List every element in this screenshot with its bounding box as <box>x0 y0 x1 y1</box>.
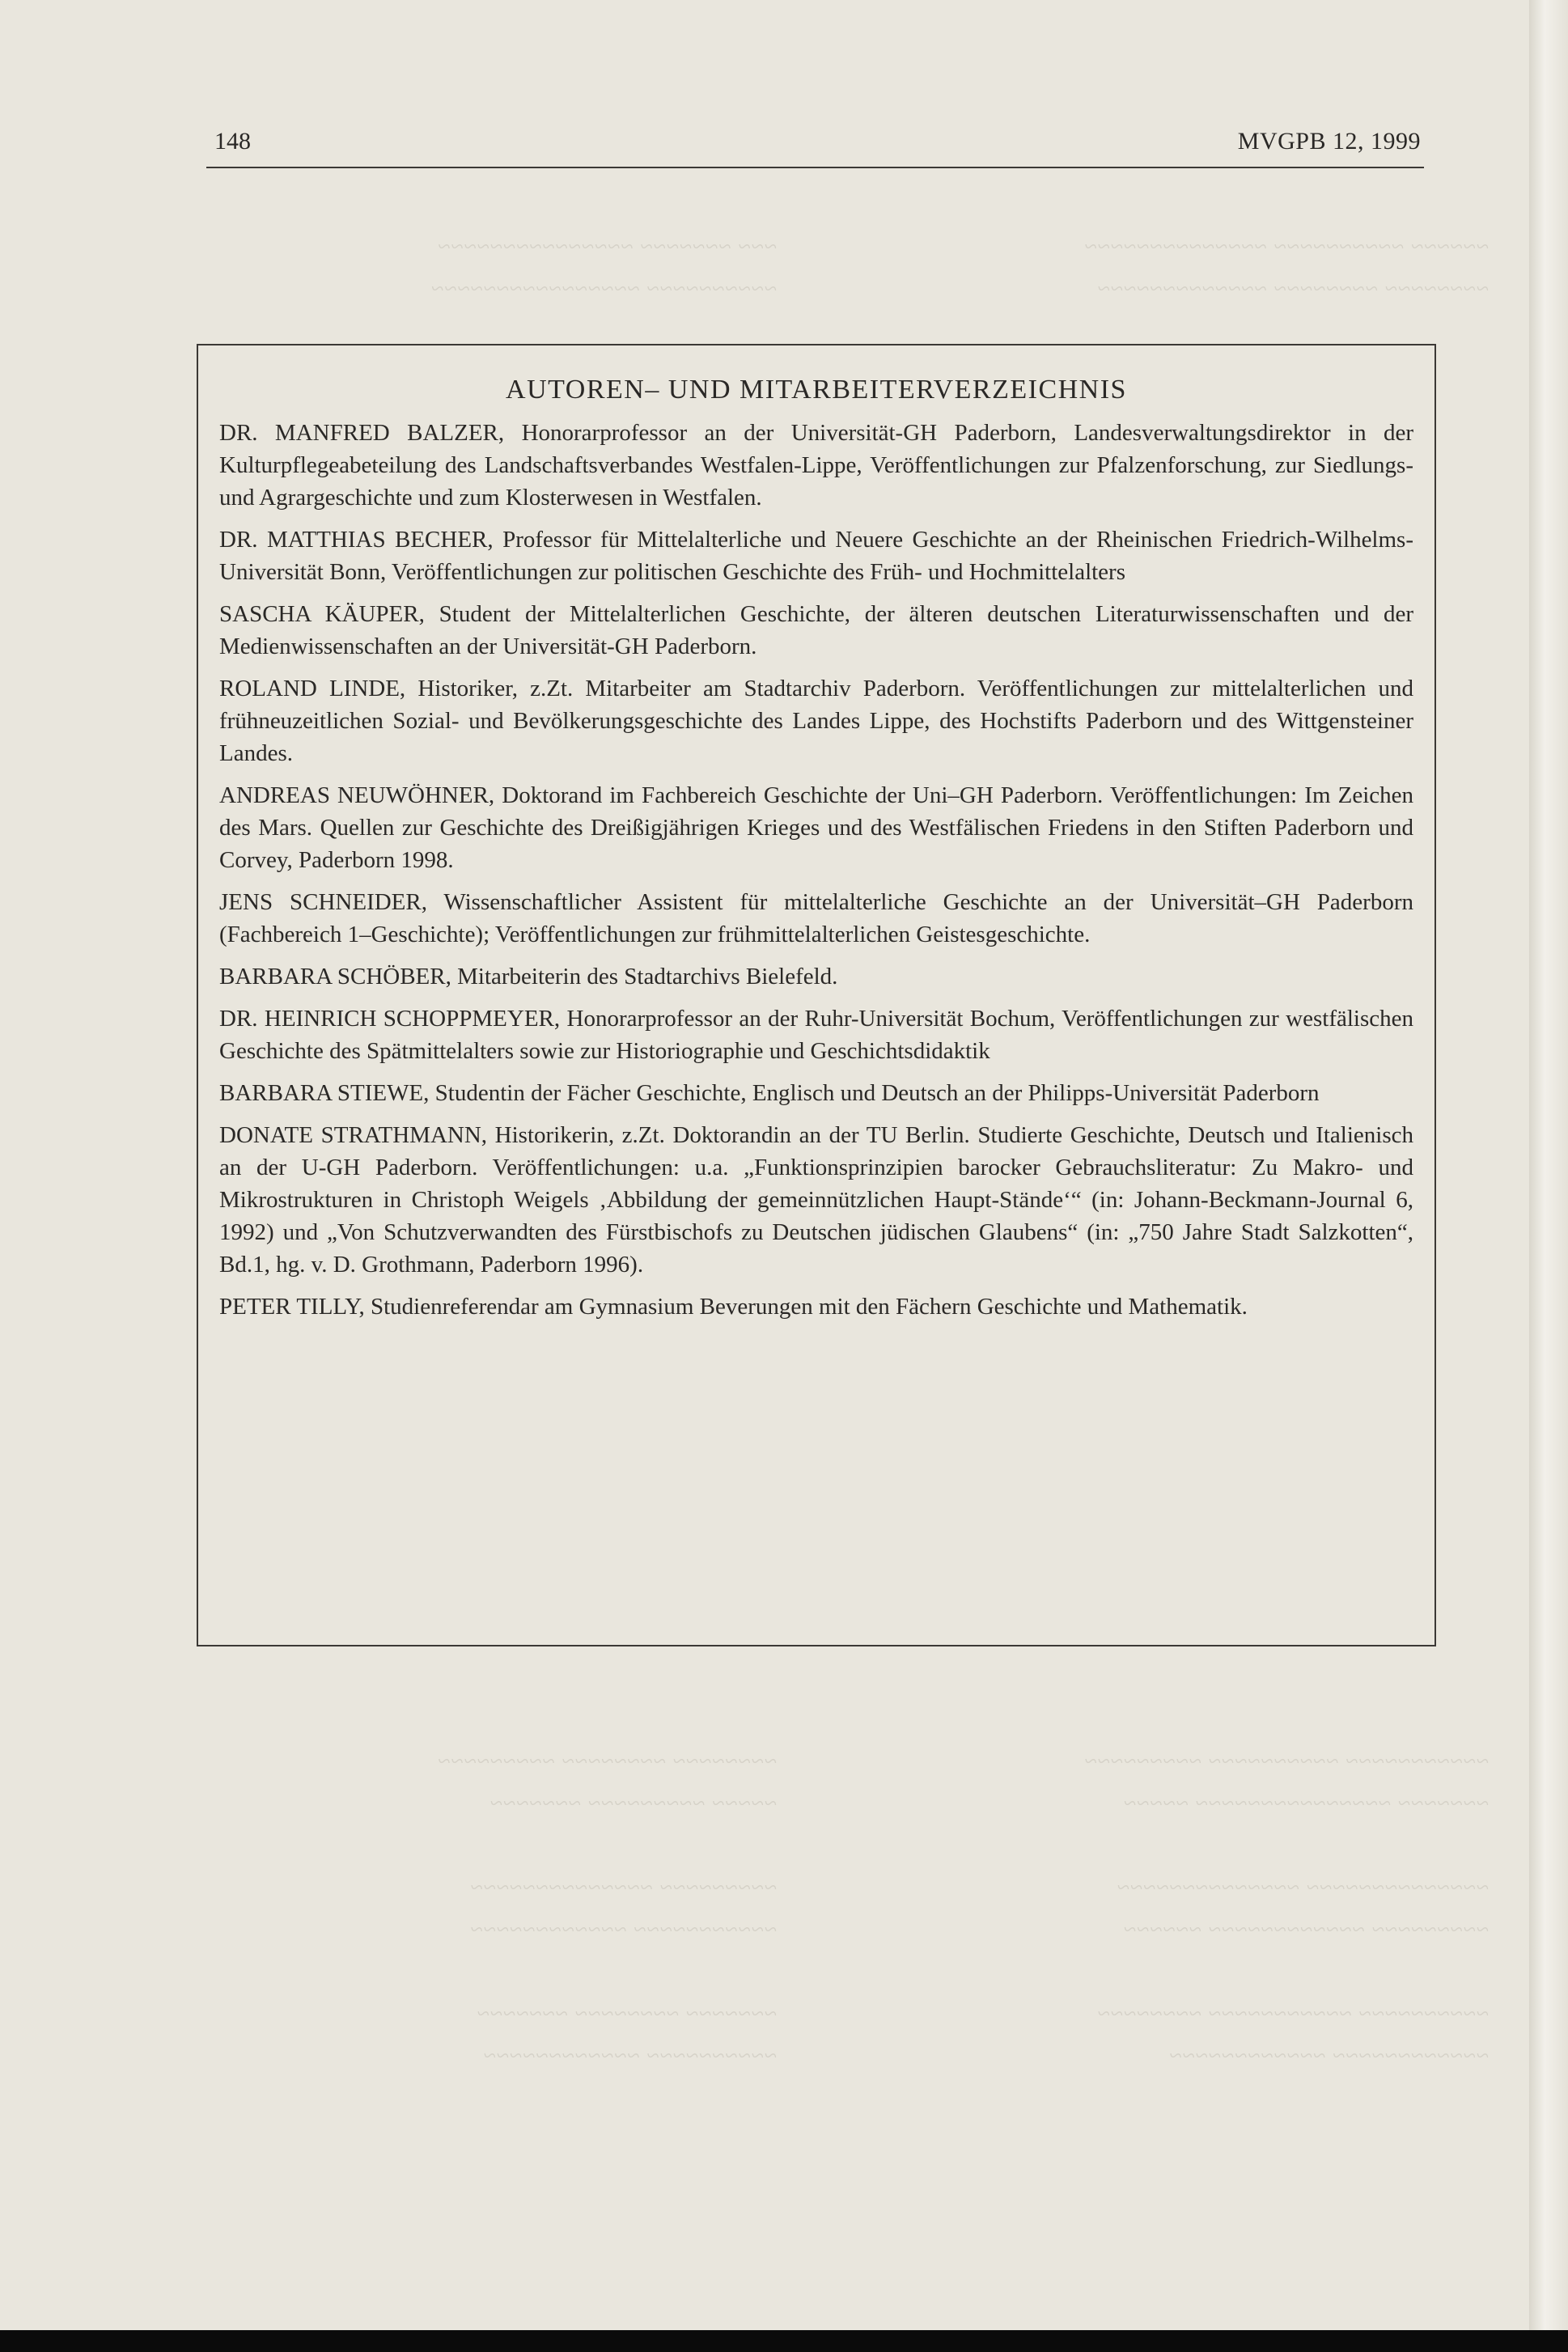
contributor-description: Doktorand im Fachbereich Geschichte der Uni–GH Paderborn. Veröffentlichungen: Im Zeichen des Mars. Quellen zur Geschichte des Dreißigjährigen Krieges und des Westfälischen Friedens in den Stiften Paderborn und Corvey, Paderborn 1998. <box>219 782 1413 873</box>
contributor-description: Studentin der Fächer Geschichte, Englisch und Deutsch an der Philipps-Universität Paderborn <box>434 1080 1320 1106</box>
contributor-name: ANDREAS NEUWÖHNER, <box>219 782 495 808</box>
contributor-entry <box>219 886 1413 951</box>
bleed-through-left: ~~~ ~~~~~~~ ~~~~~~~~~~~~~~~ ~~~~~~~~~~ ~~~~~~~~~~~~~~~~ ~~~~~~~~ ~~~~~~~~ ~~~~~~~~~ ~~~~~ ~~~~~~~~~ ~~~~~~~ ~~~~~~~~~ ~~~~~~~~~~~~~~ ~~~~~~~~~~~ ~~~~~~~~~~~~ ~~~~~~~ ~~~~~~~~ ~~~~~~~ ~~~~~~~~~~ ~~~~~~~~~~~~ <box>430 235 777 2069</box>
box-title: AUTOREN– UND MITARBEITERVERZEICHNIS <box>506 375 1127 405</box>
contributor-description: Wissenschaftlicher Assistent für mittelalterliche Geschichte an der Universität–GH Paderborn (Fachbereich 1–Geschichte); Veröffentlichungen zur frühmittelalterlichen Geistesgeschichte. <box>219 889 1413 947</box>
contributor-name: DR. MANFRED BALZER, <box>219 420 505 446</box>
contributor-name: BARBARA SCHÖBER, <box>219 964 451 990</box>
contributor-name: ROLAND LINDE, <box>219 676 406 701</box>
contributor-name: JENS SCHNEIDER, <box>219 889 427 915</box>
contributor-entry <box>219 1119 1413 1281</box>
contributor-entry <box>219 960 1413 993</box>
contributor-entry <box>219 779 1413 876</box>
contributor-name: SASCHA KÄUPER, <box>219 601 425 627</box>
contributor-name: DR. HEINRICH SCHOPPMEYER, <box>219 1006 561 1032</box>
page-edge <box>1529 0 1568 2330</box>
contributor-description: Student der Mittelalterlichen Geschichte, der älteren deutschen Literaturwissenschaften und der Medienwissenschaften an der Universität-GH Paderborn. <box>219 601 1414 659</box>
contributor-entry <box>219 598 1413 663</box>
contributor-description: Mitarbeiterin des Stadtarchivs Bielefeld. <box>457 964 838 990</box>
journal-reference: MVGPB 12, 1999 <box>1237 128 1421 155</box>
running-header <box>206 121 1424 168</box>
contributor-description: Professor für Mittelalterliche und Neuere Geschichte an der Rheinischen Friedrich-Wilhelms-Universität Bonn, Veröffentlichungen zur politischen Geschichte des Früh- und Hochmittelalters <box>219 527 1413 585</box>
contributor-name: PETER TILLY, <box>219 1294 365 1320</box>
scan-border <box>0 2330 1568 2352</box>
page-number: 148 <box>214 128 251 155</box>
contributor-description: Honorarprofessor an der Universität-GH Paderborn, Landesverwaltungsdirektor in der Kulturpflegeabeteilung des Landschaftsverbandes Westfalen-Lippe, Veröffentlichungen zur Pfalzenforschung, zur Siedlungs- und Agrargeschichte und zum Klosterwesen in Westfalen. <box>219 420 1414 511</box>
contributors-box <box>197 344 1436 1646</box>
contributor-entry <box>219 672 1413 769</box>
contributor-entry <box>219 417 1413 514</box>
contributor-name: DR. MATTHIAS BECHER, <box>219 527 494 553</box>
contributor-entry <box>219 523 1413 588</box>
contributor-entry <box>219 1077 1413 1109</box>
contributor-description: Historikerin, z.Zt. Doktorandin an der TU Berlin. Studierte Geschichte, Deutsch und Italienisch an der U-GH Paderborn. Veröffentlichungen: u.a. „Funktionsprinzipien barocker Gebrauchsliteratur: Zu Makro- und Mikrostrukturen in Christoph Weigels ‚Abbildung der gemeinnützlichen Haupt-Stände‘“ (in: Johann-Beckmann-Journal 6, 1992) und „Von Schutzverwandten des Fürstbischofs zu Deutschen jüdischen Glaubens“ (in: „750 Jahre Stadt Salzkotten“, Bd.1, hg. v. D. Grothmann, Paderborn 1996). <box>219 1122 1413 1278</box>
contributor-name: DONATE STRATHMANN, <box>219 1122 488 1148</box>
contributor-description: Honorarprofessor an der Ruhr-Universität Bochum, Veröffentlichungen zur westfälischen Geschichte des Spätmittelalters sowie zur Historiographie und Geschichtsdidaktik <box>219 1006 1413 1064</box>
contributor-entry <box>219 1002 1413 1067</box>
contributor-name: BARBARA STIEWE, <box>219 1080 430 1106</box>
contributor-description: Studienreferendar am Gymnasium Beverungen mit den Fächern Geschichte und Mathematik. <box>370 1294 1248 1320</box>
bleed-through-right: ~~~~~~ ~~~~~~~~~~ ~~~~~~~~~~~~~~ ~~~~~~~~ ~~~~~~~~ ~~~~~~~~~~~~~ ~~~~~~~~~~~ ~~~~~~~~~~ ~~~~~~~~~ ~~~~~~~ ~~~~~~~~~~~~~~~ ~~~~~ ~~~~~~~~~~~~~~ ~~~~~~~~~~~~~~ ~~~~~~~~~ ~~~~~~~~~~~~ ~~~~~~ ~~~~~~~~~~ ~~~~~~~~~~~ ~~~~~~~~ ~~~~~~~~~~~~ ~~~~~~~~~~~~ <box>1083 235 1489 2069</box>
contributor-description: Historiker, z.Zt. Mitarbeiter am Stadtarchiv Paderborn. Veröffentlichungen zur mittelalterlichen und frühneuzeitlichen Sozial- und Bevölkerungsgeschichte des Landes Lippe, des Hochstifts Paderborn und des Wittgensteiner Landes. <box>219 676 1413 766</box>
contributor-entry <box>219 1290 1413 1323</box>
